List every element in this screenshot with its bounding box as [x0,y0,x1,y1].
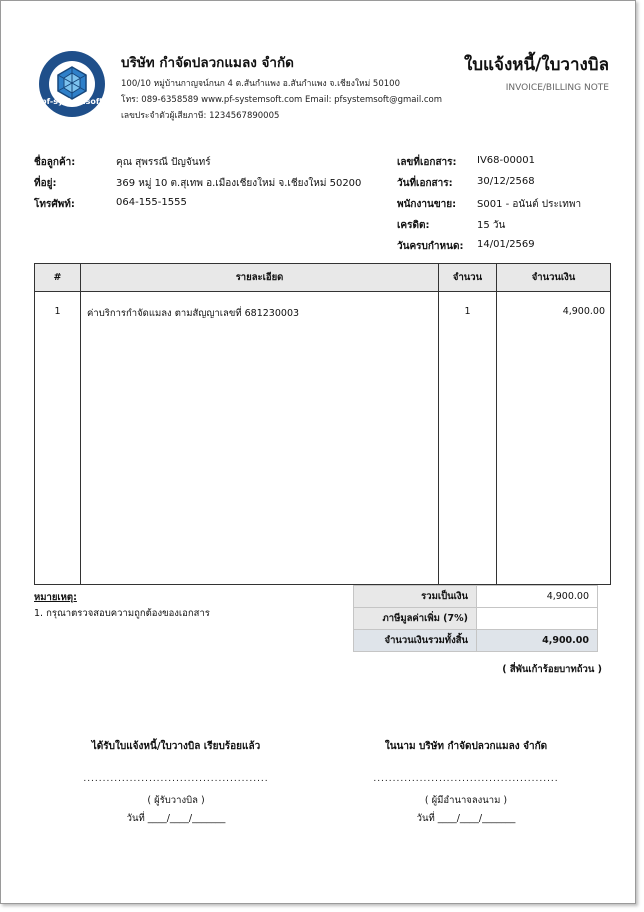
amount-in-words: ( สี่พันเก้าร้อยบาทถ้วน ) [502,664,602,675]
subtotal-row [354,586,598,608]
totals-table [353,585,598,652]
logo-text: pf-systemsoft [40,97,104,106]
items-table [34,263,611,585]
grand-total-value: 4,900.00 [477,630,598,652]
grand-total-label: จำนวนเงินรวมทั้งสิ้น [354,630,477,652]
signature-right-date: วันที่ ____/____/_______ [416,813,516,824]
vat-label: ภาษีมูลค่าเพิ่ม (7%) [354,608,477,630]
document-title: ใบแจ้งหนี้/ใบวางบิล [463,55,609,75]
customer-name: คุณ สุพรรณี ปัญจันทร์ [116,157,211,168]
customer-phone: 064-155-1555 [116,197,187,208]
signature-right-title: ในนาม บริษัท กำจัดปลวกแมลง จำกัด [384,741,548,752]
row-quantity: 1 [439,292,497,585]
document-subtitle: INVOICE/BILLING NOTE [505,83,609,93]
subtotal-value: 4,900.00 [477,586,598,608]
signature-right-role: ( ผู้มีอำนาจลงนาม ) [424,795,508,806]
company-logo [39,51,105,117]
company-contact: โทร: 089-6358589 www.pf-systemsoft.com Email: pfsystemsoft@gmail.com [121,95,443,105]
signature-left-title: ได้รับใบแจ้งหนี้/ใบวางบิล เรียบร้อยแล้ว [91,741,261,752]
company-name: บริษัท กำจัดปลวกแมลง จำกัด [121,55,294,71]
col-header-quantity: จำนวน [439,264,497,292]
col-header-amount: จำนวนเงิน [497,264,611,292]
customer-address: 369 หมู่ 10 ต.สุเทพ อ.เมืองเชียงใหม่ จ.เชียงใหม่ 50200 [116,178,362,189]
due-date-label: วันครบกำหนด: [397,241,464,252]
note-item: 1. กรุณาตรวจสอบความถูกต้องของเอกสาร [34,608,210,619]
doc-number-label: เลขที่เอกสาร: [397,157,457,168]
row-amount: 4,900.00 [497,292,611,585]
doc-date-label: วันที่เอกสาร: [397,178,453,189]
salesperson-label: พนักงานขาย: [397,199,457,210]
doc-date: 30/12/2568 [477,176,535,187]
vat-value [477,608,598,630]
notes-label: หมายเหตุ: [34,592,77,603]
credit: 15 วัน [477,220,506,231]
salesperson: S001 - อนันต์ ประเทพา [477,199,582,210]
customer-address-label: ที่อยู่: [34,178,57,189]
signature-left-role: ( ผู้รับวางบิล ) [147,795,205,806]
subtotal-label: รวมเป็นเงิน [354,586,477,608]
row-description: ค่าบริการกำจัดแมลง ตามสัญญาเลขที่ 681230003 [81,292,439,585]
col-header-number: # [35,264,81,292]
company-address: 100/10 หมู่บ้านกาญจน์กนก 4 ต.สันกำแพง อ.สันกำแพง จ.เชียงใหม่ 50100 [121,79,400,89]
col-header-description: รายละเอียด [81,264,439,292]
credit-label: เครดิต: [397,220,430,231]
signature-left-date: วันที่ ____/____/_______ [126,813,226,824]
customer-name-label: ชื่อลูกค้า: [34,157,76,168]
doc-number: IV68-00001 [477,155,535,166]
signature-right-line: ................................................ [373,774,559,784]
company-tax-id: เลขประจำตัวผู้เสียภาษี: 1234567890005 [121,111,280,121]
table-row [35,292,611,585]
signature-left-line: ................................................ [83,774,269,784]
grand-total-row [354,630,598,652]
customer-phone-label: โทรศัพท์: [34,199,75,210]
row-number: 1 [35,292,81,585]
table-header-row [35,264,611,292]
vat-row [354,608,598,630]
due-date: 14/01/2569 [477,239,535,250]
